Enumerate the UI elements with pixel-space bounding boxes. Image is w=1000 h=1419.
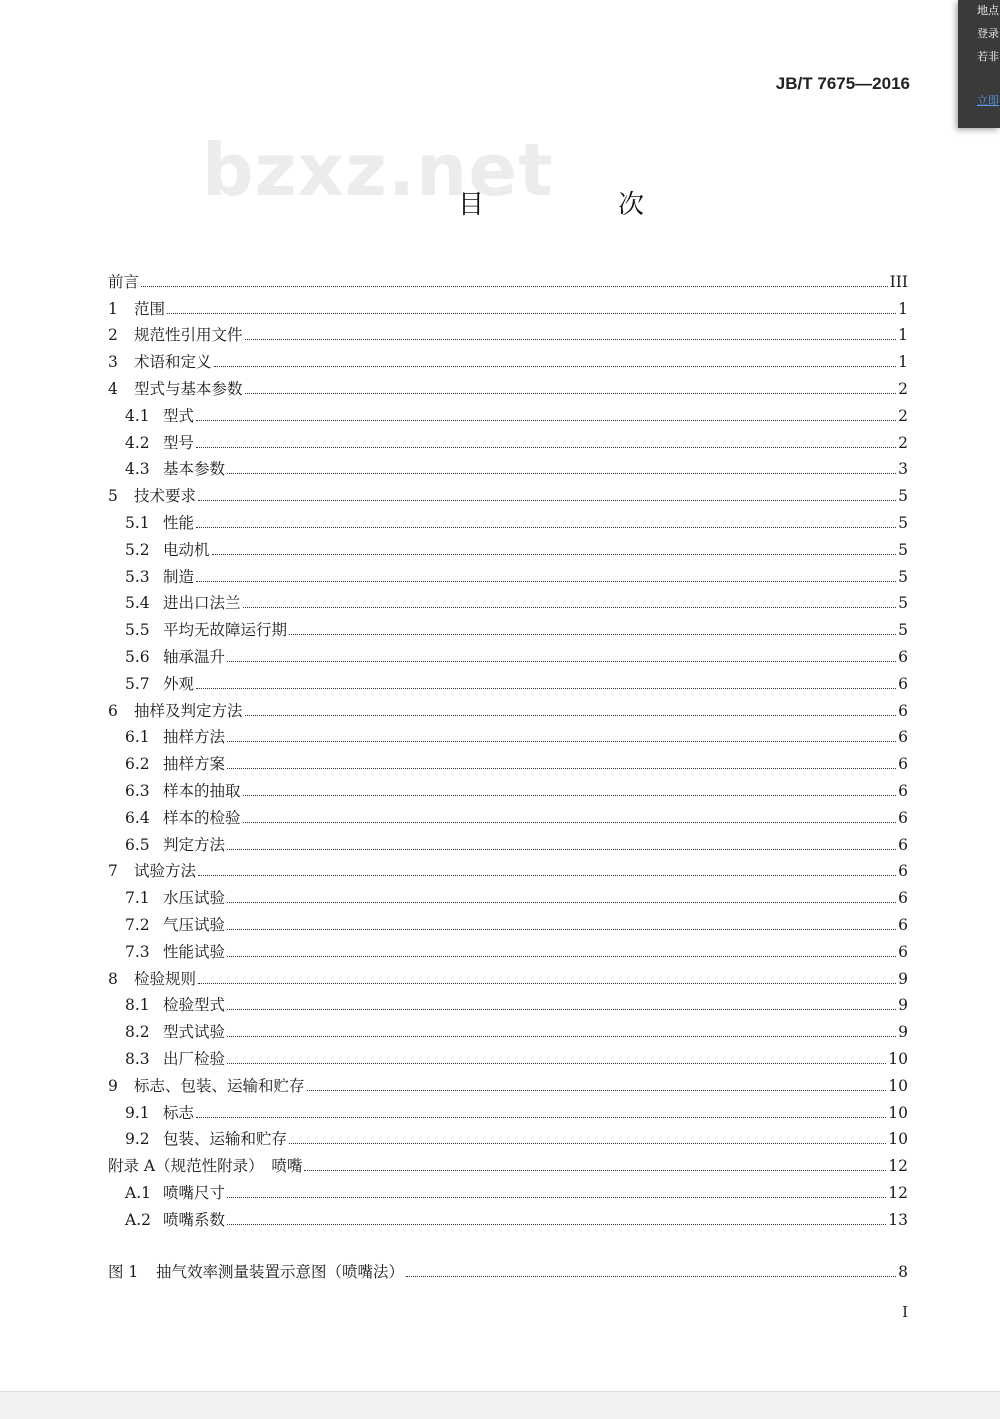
- toc-entry[interactable]: [108, 399, 908, 426]
- toc-entry-page: 8: [898, 1262, 908, 1281]
- table-of-contents: [108, 265, 908, 1230]
- toc-entry-label: 抽样方法: [163, 728, 226, 747]
- toc-entry[interactable]: [108, 587, 908, 614]
- toc-entry-page: 5: [898, 513, 908, 532]
- toc-entry-label: 制造: [163, 567, 195, 586]
- dot-leader: [245, 715, 896, 716]
- toc-entry[interactable]: [108, 345, 908, 372]
- toc-entry-label: 检验规则: [134, 969, 197, 988]
- toc-entry[interactable]: [108, 292, 908, 319]
- toc-entry-page: 9: [898, 969, 908, 988]
- toc-entry[interactable]: [108, 989, 908, 1016]
- toc-entry-page: 2: [898, 379, 908, 398]
- dot-leader: [227, 902, 896, 903]
- toc-entry-page: 6: [898, 808, 908, 827]
- toc-entry-label: 水压试验: [163, 889, 226, 908]
- toc-entry-page: 10: [888, 1130, 908, 1149]
- toc-entry-page: 3: [898, 460, 908, 479]
- toc-entry[interactable]: [108, 265, 908, 292]
- dot-leader: [304, 1170, 886, 1171]
- viewer-bottom-bar: [0, 1391, 1000, 1419]
- toc-entry-number: 2: [108, 326, 118, 345]
- dot-leader: [196, 447, 896, 448]
- toc-entry-page: 6: [898, 835, 908, 854]
- toc-entry-page: 6: [898, 862, 908, 881]
- toc-entry-label: 判定方法: [163, 835, 226, 854]
- dot-leader: [245, 393, 896, 394]
- toc-entry-label: 技术要求: [134, 487, 197, 506]
- toc-entry-number: 8.2: [125, 1023, 150, 1042]
- toc-entry-number: 7.2: [125, 915, 150, 934]
- dot-leader: [227, 956, 896, 957]
- toc-entry[interactable]: [108, 1123, 908, 1150]
- toc-entry-number: 4.2: [125, 433, 150, 452]
- toc-entry-number: 5.4: [125, 594, 150, 613]
- toc-entry-number: 6.3: [125, 781, 150, 800]
- toc-entry-page: 12: [888, 1183, 908, 1202]
- dot-leader: [243, 607, 896, 608]
- toc-entry-page: 12: [888, 1157, 908, 1176]
- dot-leader: [227, 1197, 886, 1198]
- toc-entry[interactable]: [108, 908, 908, 935]
- dot-leader: [196, 1117, 886, 1118]
- toc-entry-label: 喷嘴尺寸: [163, 1183, 226, 1202]
- toc-entry[interactable]: [108, 640, 908, 667]
- toc-entry-label: 性能试验: [163, 942, 226, 961]
- toc-entry-label: 外观: [163, 674, 195, 693]
- toc-entry[interactable]: [108, 1176, 908, 1203]
- toc-entry-number: 7.1: [125, 889, 150, 908]
- toc-entry-number: 8.3: [125, 1049, 150, 1068]
- toc-entry-label: 平均无故障运行期: [163, 621, 288, 640]
- toc-entry[interactable]: [108, 560, 908, 587]
- toc-entry-page: 10: [888, 1076, 908, 1095]
- dot-leader: [307, 1090, 887, 1091]
- toc-entry-label: 规范性引用文件: [134, 326, 243, 345]
- dot-leader: [406, 1276, 896, 1277]
- dot-leader: [227, 849, 896, 850]
- toc-entry-number: 5: [108, 487, 118, 506]
- toc-entry-label: 电动机: [163, 540, 210, 559]
- toc-entry-page: 5: [898, 567, 908, 586]
- toc-entry[interactable]: [108, 372, 908, 399]
- toc-entry[interactable]: [108, 667, 908, 694]
- toc-entry-page: 6: [898, 942, 908, 961]
- popup-line: 登录: [977, 27, 999, 40]
- dot-leader: [227, 661, 896, 662]
- toc-entry-label: 型式试验: [163, 1023, 226, 1042]
- toc-entry-label: 抽样方案: [163, 755, 226, 774]
- dot-leader: [167, 313, 896, 314]
- toc-entry-label: 前言: [108, 272, 140, 291]
- dot-leader: [196, 420, 896, 421]
- dot-leader: [196, 688, 896, 689]
- dot-leader: [227, 1009, 896, 1010]
- popup-login-link[interactable]: 立即: [977, 94, 999, 107]
- toc-entry-label: 型式: [163, 406, 195, 425]
- toc-entry[interactable]: [108, 319, 908, 346]
- toc-entry-label: 附录 A（规范性附录） 喷嘴: [108, 1157, 303, 1176]
- toc-entry-page: 6: [898, 674, 908, 693]
- toc-entry-number: 3: [108, 353, 118, 372]
- dot-leader: [212, 554, 896, 555]
- toc-entry-label: 轴承温升: [163, 647, 226, 666]
- toc-entry-number: 6.4: [125, 808, 150, 827]
- dot-leader: [227, 1036, 896, 1037]
- toc-entry[interactable]: [108, 747, 908, 774]
- toc-entry[interactable]: [108, 613, 908, 640]
- toc-entry-page: 6: [898, 701, 908, 720]
- toc-entry-label: 标志: [163, 1103, 195, 1122]
- toc-entry-page: 9: [898, 1023, 908, 1042]
- toc-entry[interactable]: [108, 801, 908, 828]
- toc-entry[interactable]: [108, 506, 908, 533]
- dot-leader: [198, 875, 896, 876]
- dot-leader: [198, 983, 896, 984]
- page-title: 目 次: [458, 190, 699, 220]
- toc-entry-page: 9: [898, 996, 908, 1015]
- toc-entry-number: 8: [108, 969, 118, 988]
- toc-entry-page: III: [889, 272, 908, 291]
- toc-entry-page: 5: [898, 487, 908, 506]
- dot-leader: [243, 822, 896, 823]
- toc-entry[interactable]: [108, 1069, 908, 1096]
- toc-entry[interactable]: [108, 881, 908, 908]
- dot-leader: [196, 527, 896, 528]
- toc-entry-label: 基本参数: [163, 460, 226, 479]
- toc-entry[interactable]: [108, 533, 908, 560]
- toc-entry[interactable]: [108, 828, 908, 855]
- toc-entry[interactable]: [108, 935, 908, 962]
- toc-entry[interactable]: [108, 453, 908, 480]
- toc-entry-number: 5.7: [125, 674, 150, 693]
- dot-leader: [243, 795, 896, 796]
- toc-entry-number: 4.1: [125, 406, 150, 425]
- toc-entry-number: 5.6: [125, 647, 150, 666]
- toc-entry-number: 4: [108, 379, 118, 398]
- toc-entry-label: 标志、包装、运输和贮存: [134, 1076, 305, 1095]
- toc-entry-label: 型式与基本参数: [134, 379, 243, 398]
- watermark: bzxz.net: [202, 128, 554, 212]
- popup-line: 地点: [977, 4, 999, 17]
- dot-leader: [289, 1143, 886, 1144]
- toc-entry-page: 6: [898, 728, 908, 747]
- toc-entry[interactable]: [108, 855, 908, 882]
- toc-entry-number: 9.2: [125, 1130, 150, 1149]
- toc-entry-label: 抽样及判定方法: [134, 701, 243, 720]
- dot-leader: [245, 339, 896, 340]
- toc-entry-number: 5.2: [125, 540, 150, 559]
- dot-leader: [198, 500, 896, 501]
- figure-list: [108, 1255, 908, 1282]
- toc-entry[interactable]: [108, 721, 908, 748]
- toc-entry[interactable]: [108, 426, 908, 453]
- toc-entry-page: 1: [898, 326, 908, 345]
- standard-code: JB/T 7675—2016: [775, 74, 910, 93]
- toc-entry-page: 5: [898, 540, 908, 559]
- toc-entry-page: 6: [898, 781, 908, 800]
- toc-entry-page: 2: [898, 406, 908, 425]
- toc-entry-label: 型号: [163, 433, 195, 452]
- toc-entry-page: 5: [898, 621, 908, 640]
- figure-entry[interactable]: [108, 1255, 908, 1282]
- toc-entry-page: 5: [898, 594, 908, 613]
- toc-entry-page: 6: [898, 889, 908, 908]
- popup-line: 若非: [977, 50, 999, 63]
- dot-leader: [214, 366, 896, 367]
- toc-entry-label: 检验型式: [163, 996, 226, 1015]
- toc-entry-page: 2: [898, 433, 908, 452]
- toc-entry-page: 10: [888, 1049, 908, 1068]
- dot-leader: [141, 286, 888, 287]
- toc-entry-label: 抽气效率测量装置示意图（喷嘴法）: [156, 1262, 405, 1281]
- toc-entry-number: 图 1: [108, 1262, 139, 1281]
- toc-entry-number: 1: [108, 299, 118, 318]
- toc-entry-label: 出厂检验: [163, 1049, 226, 1068]
- toc-entry-label: 试验方法: [134, 862, 197, 881]
- toc-entry[interactable]: [108, 962, 908, 989]
- dot-leader: [227, 1224, 886, 1225]
- toc-entry-number: 4.3: [125, 460, 150, 479]
- toc-entry-page: 13: [888, 1210, 908, 1229]
- toc-entry[interactable]: [108, 694, 908, 721]
- toc-entry-number: 6.1: [125, 728, 150, 747]
- toc-entry-page: 6: [898, 915, 908, 934]
- toc-entry-label: 样本的抽取: [163, 781, 241, 800]
- toc-entry[interactable]: [108, 479, 908, 506]
- toc-entry[interactable]: [108, 1096, 908, 1123]
- toc-entry[interactable]: [108, 1149, 908, 1176]
- toc-entry-number: 9.1: [125, 1103, 150, 1122]
- dot-leader: [289, 634, 896, 635]
- toc-entry[interactable]: [108, 1203, 908, 1230]
- toc-entry-page: 6: [898, 647, 908, 666]
- toc-entry-page: 1: [898, 353, 908, 372]
- toc-entry-number: 7: [108, 862, 118, 881]
- toc-entry-page: 1: [898, 299, 908, 318]
- toc-entry-number: 6: [108, 701, 118, 720]
- dot-leader: [227, 473, 896, 474]
- toc-entry-number: 8.1: [125, 996, 150, 1015]
- dot-leader: [227, 741, 896, 742]
- toc-entry-label: 样本的检验: [163, 808, 241, 827]
- toc-entry-label: 包装、运输和贮存: [163, 1130, 288, 1149]
- dot-leader: [196, 581, 896, 582]
- toc-entry-label: 气压试验: [163, 915, 226, 934]
- dot-leader: [227, 768, 896, 769]
- login-popup: [958, 0, 1000, 128]
- toc-entry-number: 7.3: [125, 942, 150, 961]
- toc-entry-number: 5.5: [125, 621, 150, 640]
- dot-leader: [227, 1063, 886, 1064]
- toc-entry-label: 进出口法兰: [163, 594, 241, 613]
- toc-entry[interactable]: [108, 1015, 908, 1042]
- page-number: I: [902, 1303, 908, 1321]
- dot-leader: [227, 929, 896, 930]
- toc-entry-page: 10: [888, 1103, 908, 1122]
- toc-entry-number: 5.3: [125, 567, 150, 586]
- toc-entry-label: 术语和定义: [134, 353, 212, 372]
- toc-entry-label: 喷嘴系数: [163, 1210, 226, 1229]
- toc-entry-number: 5.1: [125, 513, 150, 532]
- toc-entry-number: 6.5: [125, 835, 150, 854]
- toc-entry-number: A.1: [125, 1183, 151, 1202]
- toc-entry-label: 范围: [134, 299, 166, 318]
- toc-entry-label: 性能: [163, 513, 195, 532]
- toc-entry-number: 6.2: [125, 755, 150, 774]
- toc-entry-number: A.2: [125, 1210, 151, 1229]
- toc-entry-page: 6: [898, 755, 908, 774]
- toc-entry[interactable]: [108, 1042, 908, 1069]
- toc-entry[interactable]: [108, 774, 908, 801]
- toc-entry-number: 9: [108, 1076, 118, 1095]
